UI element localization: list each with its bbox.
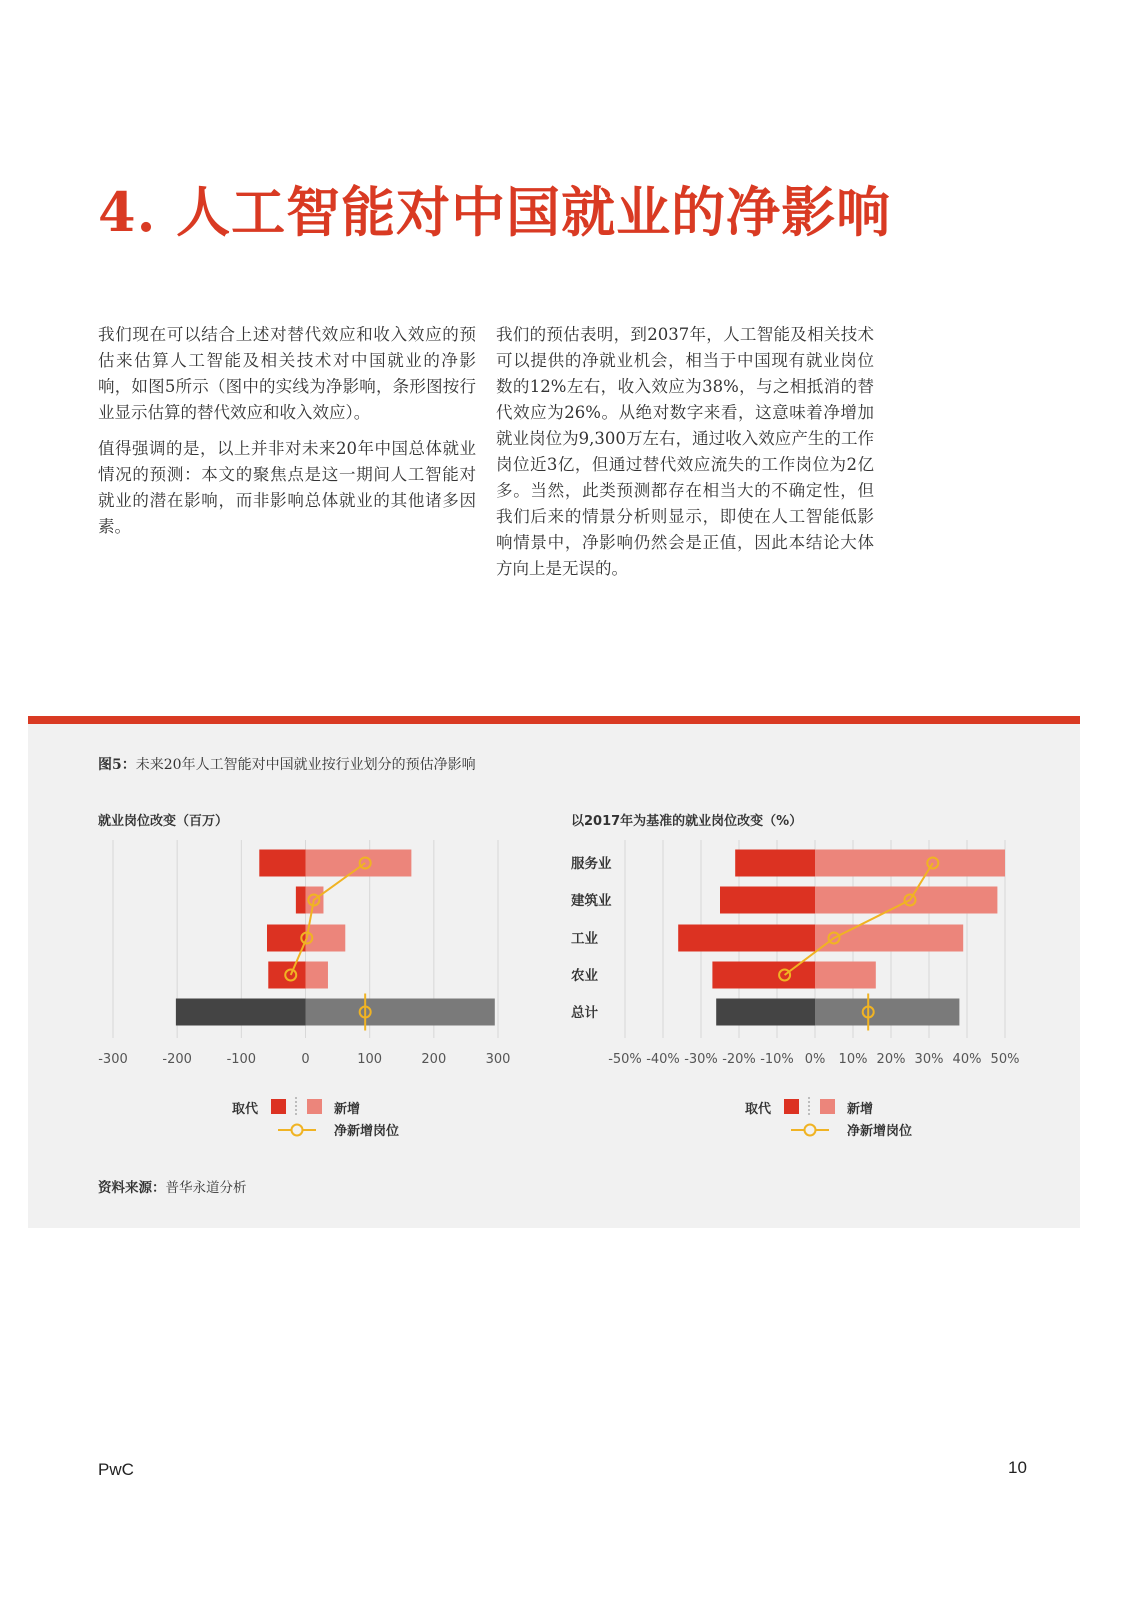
x-tick-label: 300 xyxy=(485,1052,511,1067)
legend-created-swatch xyxy=(820,1099,835,1114)
legend-net-label: 净新增岗位 xyxy=(847,1124,913,1139)
bar-displaced xyxy=(678,925,815,952)
x-tick-label: 0% xyxy=(804,1052,826,1067)
net-line xyxy=(785,863,933,975)
x-tick-label: -50% xyxy=(608,1052,642,1067)
bar-displaced xyxy=(267,925,306,952)
x-tick-label: 20% xyxy=(876,1052,906,1067)
x-tick-label: 30% xyxy=(914,1052,944,1067)
bar-created xyxy=(815,999,959,1026)
figure-caption-label: 图5： xyxy=(98,757,136,773)
x-tick-label: -10% xyxy=(760,1052,794,1067)
figure-source xyxy=(98,1176,247,1196)
bar-displaced xyxy=(268,962,305,989)
bar-displaced xyxy=(716,999,815,1026)
bar-created xyxy=(815,962,876,989)
left-column xyxy=(98,322,476,550)
right-column xyxy=(496,322,874,592)
bar-displaced xyxy=(176,999,306,1026)
x-tick-label: 40% xyxy=(952,1052,982,1067)
category-label: 服务业 xyxy=(571,856,612,872)
x-tick-label: -300 xyxy=(98,1052,128,1067)
x-tick-label: -100 xyxy=(226,1052,257,1067)
figure-caption xyxy=(98,754,476,774)
x-tick-label: -200 xyxy=(162,1052,192,1067)
bar-displaced xyxy=(735,850,815,877)
x-tick-label: -40% xyxy=(646,1052,680,1067)
chart-right-subtitle: 以2017年为基准的就业岗位改变（%） xyxy=(571,814,803,829)
legend-net-label: 净新增岗位 xyxy=(334,1124,400,1139)
x-tick-label: 100 xyxy=(357,1052,383,1067)
category-label: 农业 xyxy=(571,968,598,984)
legend-displaced-label: 取代 xyxy=(232,1102,259,1117)
bar-created xyxy=(306,962,328,989)
x-tick-label: 0 xyxy=(301,1052,310,1067)
source-label: 资料来源： xyxy=(98,1180,166,1196)
bar-created xyxy=(815,887,997,914)
x-tick-label: -20% xyxy=(722,1052,756,1067)
legend-created-swatch xyxy=(307,1099,322,1114)
legend-displaced-swatch xyxy=(784,1099,799,1114)
page-title: 4. 人工智能对中国就业的净影响 xyxy=(98,180,892,244)
footer-brand: PwC xyxy=(98,1460,134,1479)
net-line xyxy=(291,863,365,975)
x-tick-label: 10% xyxy=(838,1052,868,1067)
bar-displaced xyxy=(259,850,305,877)
paragraph: 值得强调的是，以上并非对未来20年中国总体就业情况的预测：本文的聚焦点是这一期间人工智能对就业的潜在影响，而非影响总体就业的其他诸多因素。 xyxy=(98,439,476,536)
page-number: 10 xyxy=(1008,1458,1027,1477)
chart-left-subtitle: 就业岗位改变（百万） xyxy=(98,814,229,829)
legend-net-point xyxy=(292,1125,303,1136)
legend-displaced-label: 取代 xyxy=(745,1102,772,1117)
source-text: 普华永道分析 xyxy=(165,1180,247,1196)
bar-created xyxy=(815,925,963,952)
bar-displaced xyxy=(296,887,306,914)
legend-net-point xyxy=(805,1125,816,1136)
bar-created xyxy=(306,850,412,877)
bar-created xyxy=(306,999,495,1026)
paragraph: 我们的预估表明，到2037年，人工智能及相关技术可以提供的净就业机会，相当于中国现有就业岗位数的12%左右，收入效应为38%，与之相抵消的替代效应为26%。从绝对数字来看，这意味着净增加就业岗位为9,300万左右，通过收入效应产生的工作岗位近3亿，但通过替代效应流失的工作岗位为2亿多。当然，此类预测都存在相当大的不确定性，但我们后来的情景分析则显示，即使在人工智能低影响情景中，净影响仍然会是正值，因此本结论大体方向上是无误的。 xyxy=(496,325,874,578)
x-tick-label: 200 xyxy=(421,1052,447,1067)
legend-created-label: 新增 xyxy=(334,1102,361,1117)
bar-displaced xyxy=(720,887,815,914)
x-tick-label: 50% xyxy=(990,1052,1020,1067)
legend-displaced-swatch xyxy=(271,1099,286,1114)
employment-impact-charts xyxy=(0,830,1130,1160)
figure-caption-text: 未来20年人工智能对中国就业按行业划分的预估净影响 xyxy=(135,757,476,773)
category-label: 建筑业 xyxy=(571,893,612,909)
bar-displaced xyxy=(712,962,815,989)
category-label: 总计 xyxy=(571,1005,598,1021)
x-tick-label: -30% xyxy=(684,1052,718,1067)
bar-created xyxy=(815,850,1005,877)
paragraph: 我们现在可以结合上述对替代效应和收入效应的预估来估算人工智能及相关技术对中国就业的净影响，如图5所示（图中的实线为净影响，条形图按行业显示估算的替代效应和收入效应）。 xyxy=(98,325,476,422)
category-label: 工业 xyxy=(571,931,598,947)
legend-created-label: 新增 xyxy=(847,1102,874,1117)
